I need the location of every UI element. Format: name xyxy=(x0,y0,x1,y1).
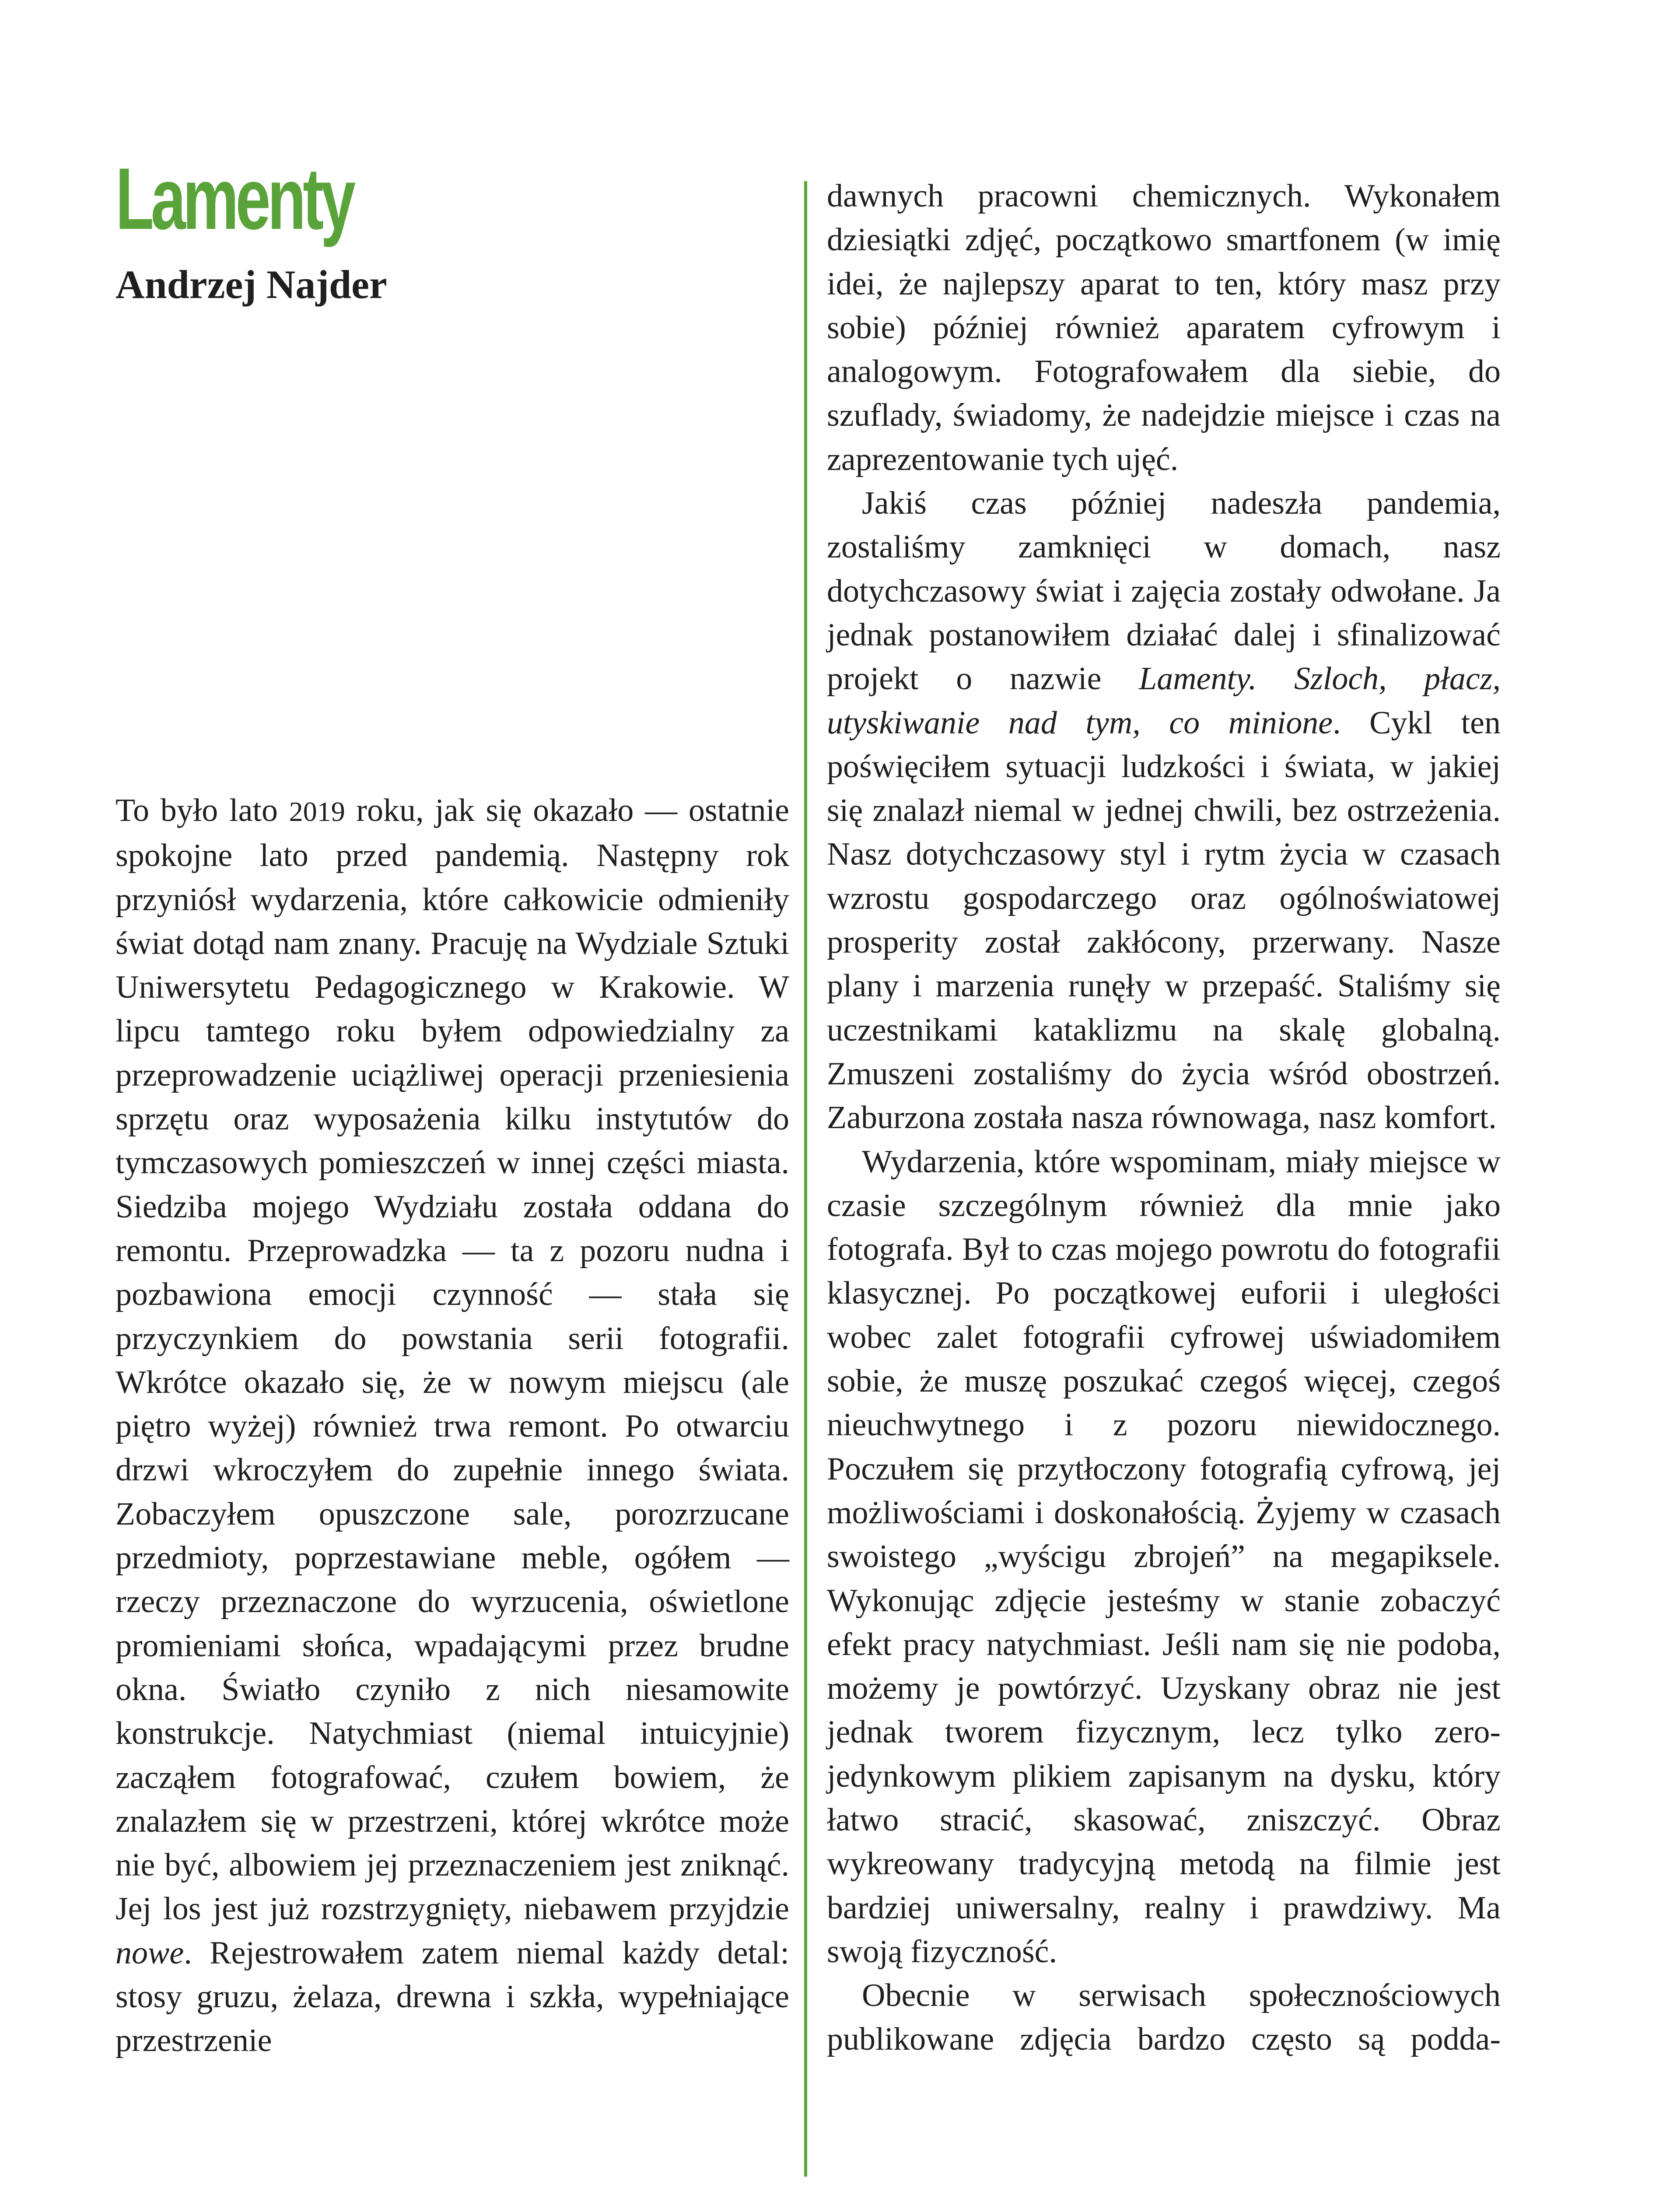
emphasis-text: Lamenty. Szloch, płacz, utyskiwanie nad tym, co minione xyxy=(827,661,1501,741)
text-run: Jakiś czas później nadeszła pandemia, zostaliśmy zamknięci w domach, nasz dotychczasowy świat i zajęcia zostały odwołane. Ja jednak postanowiłem działać dalej i sfinalizować projekt o nazwie xyxy=(827,485,1501,697)
article-author: Andrzej Najder xyxy=(116,262,387,307)
article-title: Lamenty xyxy=(116,150,353,248)
paragraph: dawnych pracowni chemicznych. Wykonałem dziesiątki zdjęć, początkowo smartfonem (w imię idei, że najlepszy aparat to ten, który masz przy sobie) później również aparatem cyfrowym i analogowym. Fotografowałem dla siebie, do szuflady, świadomy, że nadejdzie miejsce i czas na zaprezentowanie tych ujęć. xyxy=(827,178,1501,477)
text-run: roku, jak się okazało — ostatnie spokojne lato przed pandemią. Następny rok przyniósł wydarzenia, które całkowicie odmieniły świat dotąd nam znany. Pracuję na Wydziale Sztuki Uniwersytetu Pedagogicznego w Krakowie. W lipcu tamtego roku byłem odpowiedzialny za przeprowadzenie uciążliwej operacji przeniesienia sprzętu oraz wyposażenia kilku instytutów do tymczasowych pomieszczeń w innej części miasta. Siedziba mojego Wydziału została oddana do remontu. Przeprowadzka — ta z pozoru nudna i pozbawiona emocji czynność — stała się przyczynkiem do powstania serii fotografii. Wkrótce okazało się, że w nowym miejscu (ale piętro wyżej) również trwa remont. Po otwarciu drzwi wkroczyłem do zupełnie innego świata. Zobaczyłem opuszczone sale, porozrzucane przedmioty, poprzestawiane meble, ogółem — rzeczy przeznaczone do wyrzucenia, oświetlone promieniami słońca, wpadającymi przez brudne okna. Światło czyniło z nich niesamowite konstrukcje. Natychmiast (niemal intuicyjnie) zacząłem fotografować, czułem bowiem, że znalazłem się w przestrzeni, której wkrótce może nie być, albowiem jej przeznaczeniem jest zniknąć. Jej los jest już rozstrzygnięty, niebawem przyjdzie xyxy=(116,792,789,1927)
text-run: . Rejestrowałem zatem niemal każdy detal: stosy gruzu, żelaza, drewna i szkła, wypełniające przestrzenie xyxy=(116,1935,789,2059)
text-run: To było lato xyxy=(116,792,289,828)
paragraph xyxy=(116,789,789,2063)
paragraph: Obecnie w serwisach społecznościowych publikowane zdjęcia bardzo często są podda- xyxy=(827,1978,1501,2058)
right-column xyxy=(827,174,1501,2062)
text-run: . Cykl ten poświęciłem sytuacji ludzkości i świata, w jakiej się znalazł niemal w jednej chwili, bez ostrzeżenia. Nasz dotychczasowy styl i rytm życia w czasach wzrostu gospodarczego oraz ogólnoświatowej prosperity został zakłócony, przerwany. Nasze plany i marzenia runęły w przepaść. Staliśmy się uczestnikami kataklizmu na skalę globalną. Zmuszeni zostaliśmy do życia wśród obostrzeń. Zaburzona została nasza równowaga, nasz komfort. xyxy=(827,705,1501,1136)
left-column xyxy=(116,789,789,2063)
paragraph xyxy=(827,481,1501,1140)
paragraph: Wydarzenia, które wspominam, miały miejsce w czasie szczególnym również dla mnie jako fotografa. Był to czas mojego powrotu do fotografii klasycznej. Po początkowej euforii i uległości wobec zalet fotografii cyfrowej uświadomiłem sobie, że muszę poszukać czegoś więcej, czegoś nieuchwytnego i z pozoru niewidocznego. Poczułem się przytłoczony fotografią cyfrową, jej możliwościami i doskonałością. Żyjemy w czasach swoistego „wyścigu zbrojeń” na megapiksele. Wykonując zdjęcie jesteśmy w stanie zobaczyć efekt pracy natychmiast. Jeśli nam się nie podoba, możemy je powtórzyć. Uzyskany obraz nie jest jednak tworem fizycznym, lecz tylko zero-jedynkowym plikiem zapisanym na dysku, który łatwo stracić, skasować, zniszczyć. Obraz wykreowany tradycyjną metodą na filmie jest bardziej uniwersalny, realny i prawdziwy. Ma swoją fizyczność. xyxy=(827,1143,1501,1970)
year-text: 2019 xyxy=(289,796,345,827)
column-divider xyxy=(804,181,807,2177)
emphasis-text: nowe xyxy=(116,1935,184,1971)
